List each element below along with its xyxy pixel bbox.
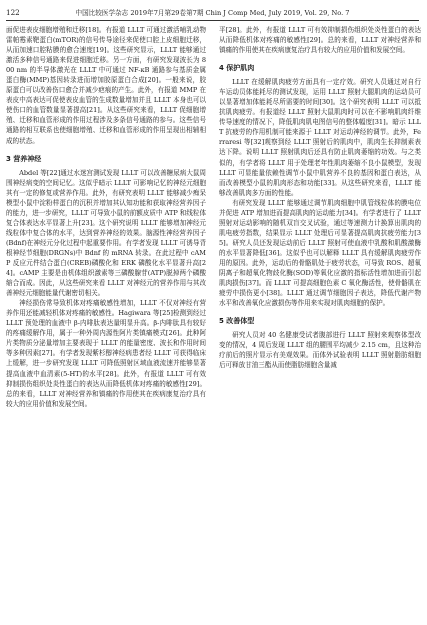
paragraph-analgesic: 神经损伤常导致机体对疼痛敏感性增加，LLLT 不仅对神经有营养作用还能减轻机体对疼痛的敏感性。Hagiwara 等[25]检测到经过 LLLT 预处理的血液中 β-内啡肽表达量明显升高。β-内啡肽具有较好的疼痛缓解作用，属于一种外周内源性阿片类镇痛模式[26]。此种阿片类物质分泌量增加主要表现于 LLLT 的能量密度、波长和作用时间等多种因素[27]。有学者发现紫杉醇神经病患者经 LLLT 可获得临床上缓解，进一步研究发现 LLLT 可降低照射区域血液流速并能够显著提高血液中血清素(5-HT)的水平[28]。此外，有报道 LLLT 可有效抑制损伤组织处炎性蛋白的表达从而降低机体对疼痛的敏感性[29]。总的来看，LLLT 对神经营养和镇痛的作用使其在疾病康复治疗具有较大的应用价值和发展空间。	[6, 299, 206, 408]
paragraph-analgesic-cont: 平[28]。此外，有报道 LLLT 可有效抑制损伤组织处炎性蛋白的表达从而降低机体对疼痛的敏感性[29]。总的来看，LLLT 对神经营养和镇痛的作用使其在疾病康复治疗具有较大的应用价值和发展空间。	[219, 26, 421, 55]
running-header	[6, 6, 419, 21]
paragraph-body-shape: 研究人员对 40 名健康受试者腹部进行 LLLT 照射来观察体型改变的情况，4 周后发现 LLLT 组的腰围平均减少 2.15 cm，且这种治疗前后的照片显示有美观效果。而体外试验表明 LLLT 照射脂肪细胞后可释放甘油三酯从而使脂肪细胞含量减	[219, 331, 421, 370]
paragraph-muscle-protection: 有研究发现 LLLT 能够通过调节肌肉细胞中肌管线粒体的膜电位并促进 ATP 增加进而提高肌肉的运动能力[34]。有学者进行了 LLLT 照射对运动影响的随机双盲交叉试验，通过等速测力计换算出肌肉的肌电疲劳指数，结果显示 LLLT 处理后可显著提高肌肉抗疲劳能力[35]。研究人员还发现运动前后 LLLT 照射可使血液中乳酸和肌酸激酶的水平显著降低[36]。这似乎也可以解释 LLLT 具有缓解肌肉疲劳作用的原因。此外，运动后的骨骼肌处于疲劳状态，可导致 ROS、超氧阴离子和超氧化物歧化酶(SOD)等氧化应激的指标活性增加进而引起肌肉损伤[37]。而 LLLT 可提高细胞色素 C 氧化酶活性，使骨骼肌在疲劳中损伤更小[38]。LLLT 通过调节细胞因子表达，降低代谢产物水平和改善氧化应激损伤等作用来实现对肌肉细胞的保护。	[219, 198, 421, 308]
section-heading-neurotrophic: 3 营养神经	[6, 154, 42, 163]
section-heading-body-shape: 5 改善体型	[219, 317, 255, 326]
paragraph-muscle-fatigue: LLLT 在缓解肌肉疲劳方面具有一定疗效。研究人员通过对自行车运动员体能耗尽的测试发现，运用 LLLT 照射大腿肌肉的运动员可以显著增加体能耗尽所需要的时间[30]。这个研究表明 LLLT 可以抵抗肌肉疲劳。有报道经 LLLT 照射大鼠肌肉时可以在不影响肌肉纤维传导速度的情况下，降低肌肉肌电图信号的整体幅度[31]。暗示 LLLT 抗疲劳的作用机制可能来源于 LLLT 对运动神经的调节。此外，Ferraresi 等[32]观察到经 LLLT 照射后的肌肉中，肌肉生长抑制素表达下降。说明 LLLT 照射肌肉后还具有防止肌肉萎缩的功效。与之类似的，有学者将 LLLT 用于处理老年性肌肉萎缩不良小鼠模型，发现 LLLT 可显能量依赖性调节小鼠中肌营养不良的基因和蛋白表达，从而改善模型小鼠的肌肉形态和功能[33]。从这些研究来看，LLLT 能够改善肌肉多方面的性能。	[219, 78, 421, 197]
right-column	[219, 25, 421, 370]
paragraph-neurotrophic: Abdel 等[22]通过水迷宫测试发现 LLLT 可以改善糖尿病大鼠周围神经病变的空间记忆。这似乎暗示 LLLT 可影响记忆的神经元细胞其有一定的修复或营养作用。此外，有研究表明 LLLT 能够减少痴呆模型小鼠中淀粉样蛋白的沉积并增加其认知功能和获取神经营养因子的能力，进一步研究，LLLT 可导致小鼠的前额皮质中 ATP 和线粒体复合体表达水平显著上升[23]。这个研究说明 LLLT 能够增加神经元线粒体中复合体的水平，达到营养神经的效果。脑源性神经营养因子(Bdnf)在神经元分化过程中起重要作用。有学者发现 LLLT 可诱导背根神经节细胞(DRGNs)中 Bdnf 的 mRNA 转录。在此过程中 cAMP 反应元件结合蛋白(CREB)磷酸化和 ERK 磷酸化水平显著升高[24]。cAMP 主要是由机体组织激素等三磷酸腺苷(ATP)脱掉两个磷酸缩合而成。因此，从这些研究来看 LLLT 对神经元的营养作用与其改善神经元细胞能量代谢密切相关。	[6, 168, 206, 298]
journal-citation: 中国比较医学杂志 2019年7月第29卷第7期 Chin J Comp Med, July 2019, Vol. 29, No. 7	[75, 9, 350, 17]
left-column	[6, 25, 206, 409]
section-heading-muscle: 4 保护肌肉	[219, 64, 255, 73]
page-number: 122	[6, 8, 20, 17]
paragraph-angiogenesis-cont: 面促进表皮细胞增殖和迁移[18]。有报道 LLLT 可通过激活哺乳动物雷帕霉素靶蛋白(mTOR)的信号传导途径来促使口腔上皮细胞迁移，从而加速口腔粘膜的愈合速度[19]。这些研究显示，LLLT 能够通过激活多种信号通路来促进细胞迁移。另一方面，有研究发现波长为 800 nm 的半导体激光在 LLLT 中可通过 NF-κB 通路参与基质金属蛋白酶(MMP)基因转录进而增加胶原蛋白合成[20]。一般来说，胶原蛋白可以改善伤口愈合并减少疤痕的产生。此外，有报道 MMP 在表皮中高表达可促使表皮血管的生成数量增加并且 LLLT 本身也可以使伤口的血管数量显著提高[21]。从这些研究来看，LLLT 促细胞增殖、迁移和血管形成的作用过程涉及多条信号通路的参与。这些信号通路的相互联系也使细胞增殖、迁移和血管形成的作用呈现出相辅相成的状态。	[6, 26, 206, 145]
